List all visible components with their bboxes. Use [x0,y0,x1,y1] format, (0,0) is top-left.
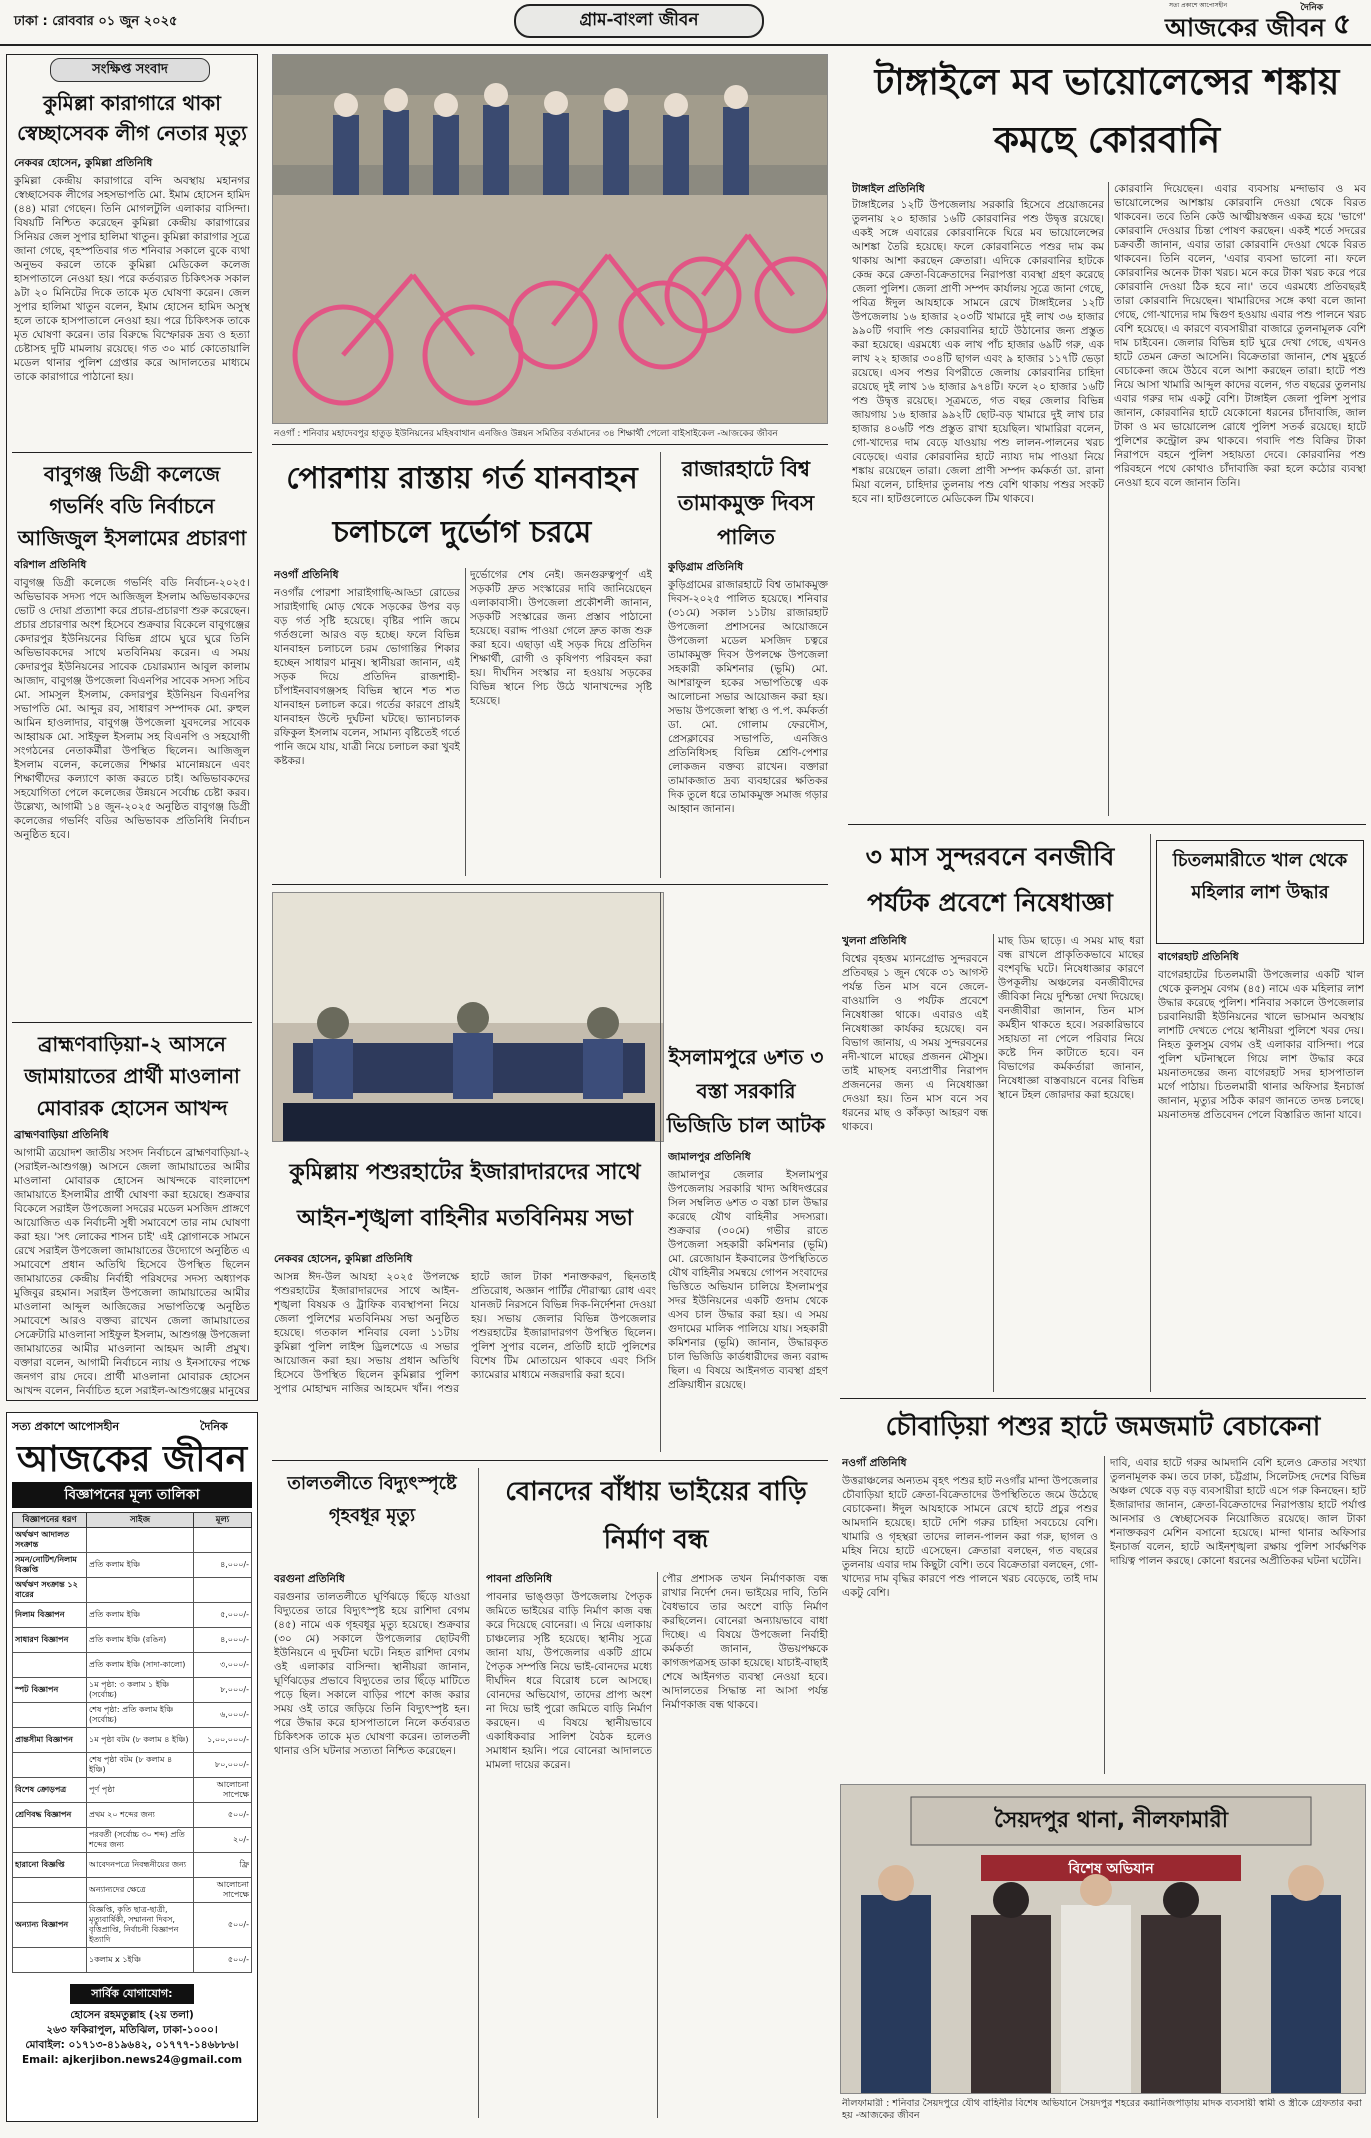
masthead-logo [1165,0,1325,42]
ad-type-cell: সমন/নোটিশ/নিলাম বিজ্ঞপ্তি [13,1553,87,1578]
price-table-row [13,1678,252,1703]
ad-table [12,1512,252,1980]
photo-bicycles [272,54,828,424]
ad-type-cell [13,1948,87,1973]
size-cell: আবেদনপত্রে নিবন্ধনীয়ের জন্য [87,1853,194,1878]
size-cell: ১ম পৃষ্ঠা বটম (৮ কলাম ৪ ইঞ্চি) [87,1728,194,1753]
brief2-headline: বাবুগঞ্জ ডিগ্রী কলেজে গভর্নিং বডি নির্বাচনে আজিজুল ইসলামের প্রচারণা [17,462,247,550]
porsha-headline: পোরশায় রাস্তায় গর্ত যানবাহন চলাচলে দুর্ভোগ চরমে [286,461,638,550]
ad-type-cell: অন্যান্য বিজ্ঞাপন [13,1903,87,1948]
divider-tangail [848,824,1366,825]
taltoli-body: বরগুনার তালতলীতে ঘূর্ণিঝড়ে ছিঁড়ে যাওয়া বিদ্যুতের তারে বিদ্যুৎস্পৃষ্ট হয়ে রাশিদা বেগম (৪৫) নামে এক গৃহবধূর মৃত্যু হয়েছে। শুক্রবার (৩০ মে) সকালে উপজেলার ছোটবগী ইউনিয়নে এ দুর্ঘটনা ঘটে। নিহত রাশিদা বেগম ওই এলাকার বাসিন্দা। স্থানীয়রা জানান, ঘূর্ণিঝড়ের প্রভাবে বিদ্যুতের তার ছিঁড়ে মাটিতে পড়ে ছিল। সকালে বাড়ির পাশে কাজ করার সময় ওই তারে জড়িয়ে তিনি বিদ্যুৎস্পৃষ্ট হন। পরে উদ্ধার করে হাসপাতালে নিলে কর্তব্যরত চিকিৎসক তাকে মৃত ঘোষণা করেন। তালতলী থানার ওসি ঘটনার সত্যতা নিশ্চিত করেছেন। [274,1591,470,1757]
bonder-col-rule [657,1572,658,2118]
chitalmari-headline: চিতলমারীতে খাল থেকে মহিলার লাশ উদ্ধার [1172,850,1348,903]
photo-arrest-caption: নীলফামারী : শনিবার সৈয়দপুরে যৌথ বাহিনীর বিশেষ অভিযানে সৈয়দপুর শহরের কয়ানিজপাড়ায় মাদক ব্যবসায়ী স্বামী ও স্ত্রীকে গ্রেফতার করা হয় -আজকের জীবন [842,2098,1362,2121]
brief1-headline: কুমিল্লা কারাগারে থাকা স্বেচ্ছাসেবক লীগ নেতার মৃত্যু [17,91,247,145]
bonder-body-col1: পাবনার ভাঙ্গুড়া উপজেলায় পৈতৃক জমিতে ভাইয়ের বাড়ি নির্মাণ কাজ বন্ধ করে দিয়েছে বোনেরা। এ নিয়ে এলাকায় চাঞ্চল্যের সৃষ্টি হয়েছে। স্থানীয় সূত্রে জানা যায়, উপজেলার একটি গ্রামে পৈতৃক সম্পত্তি নিয়ে ভাই-বোনদের মধ্যে দীর্ঘদিন ধরে বিরোধ চলে আসছে। বোনদের অভিযোগ, তাদের প্রাপ্য অংশ না দিয়ে ভাই পুরো জমিতে বাড়ি নির্মাণ করছেন। এ বিষয়ে স্থানীয়ভাবে একাধিকবার সালিশ বৈঠক হলেও সমাধান হয়নি। পরে বোনেরা আদালতে মামলা দায়ের করেন। [486,1591,652,1771]
chitalmari-byline: বাগেরহাট প্রতিনিধি [1158,951,1239,963]
price-table-row [13,1828,252,1853]
ad-contact [12,2008,252,2068]
chowbaria-headline: চৌবাড়িয়া পশুর হাটে জমজমাট বেচাকেনা [885,1412,1321,1442]
size-cell: ১ম পৃষ্ঠা: ৩ কলাম ১ ইঞ্চি (সর্বোচ্চ) [87,1678,194,1703]
ad-type-cell: নিলাম বিজ্ঞাপন [13,1603,87,1628]
islampur-headline: ইসলামপুরে ৬শত ৩ বস্তা সরকারি ভিজিডি চাল আটক [666,1045,826,1137]
divider-sundarban [840,1398,1366,1399]
bonder-body-col2: পৌর প্রশাসক তখন নির্মাণকাজ বন্ধ রাখার নির্দেশ দেন। ভাইয়ের দাবি, তিনি বৈধভাবে তার অংশে বাড়ি নির্মাণ করছিলেন। বোনেরা অন্যায়ভাবে বাধা দিচ্ছে। এ বিষয়ে উপজেলা নির্বাহী কর্মকর্তা জানান, উভয়পক্ষকে কাগজপত্রসহ ডাকা হয়েছে। যাচাই-বাছাই শেষে আইনগত ব্যবস্থা নেওয়া হবে। আদালতের সিদ্ধান্ত না আসা পর্যন্ত নির্মাণকাজ বন্ধ থাকবে। [662,1573,828,1711]
size-cell: শেষ পৃষ্ঠা: প্রতি কলাম ইঞ্চি (সর্বোচ্চ) [87,1703,194,1728]
photo-meeting [272,892,664,1142]
porsha-body-col1: নওগাঁর পোরশা সারাইগাছি-আড্ডা রোডের সারাইগাছি মোড় থেকে সড়কের উপর বড় বড় গর্ত সৃষ্টি হয়েছে। বৃষ্টির পানি জমে গর্তগুলো আরও বড় হচ্ছে। ফলে বিভিন্ন যানবাহন চলাচলে চরম ভোগান্তির শিকার হচ্ছেন সাধারণ মানুষ। স্থানীয়রা জানান, এই সড়ক দিয়ে প্রতিদিন রাজশাহী-চাঁপাইনবাবগঞ্জসহ বিভিন্ন স্থানে শত শত যানবাহন চলাচল করে। গর্তের কারণে প্রায়ই যানবাহন উল্টে দুর্ঘটনা ঘটছে। ভ্যানচালক রফিকুল ইসলাম বলেন, সামান্য বৃষ্টিতেই গর্তে পানি জমে যায়, যাত্রী নিয়ে চলাচল করা খুবই কষ্টকর। [274,587,460,767]
comilla-headline: কুমিল্লায় পশুরহাটের ইজারাদারদের সাথে আইন-শৃঙ্খলা বাহিনীর মতবিনিময় সভা [289,1160,641,1231]
brief3-body: আগামী ত্রয়োদশ জাতীয় সংসদ নির্বাচনে ব্রাহ্মণবাড়িয়া-২ (সরাইল-আশুগঞ্জ) আসনে জেলা জামায়াতের আমীর মাওলানা মোবারক হোসেন আখন্দকে বাংলাদেশ জামায়াতে ইসলামীর প্রার্থী ঘোষণা করা হয়েছে। শুক্রবার বিকেলে সরাইল উপজেলা সদরের মডেল মসজিদ প্রাঙ্গণে আয়োজিত এক নির্বাচনী সুধী সমাবেশে তার নাম ঘোষণা করা হয়। 'সৎ লোকের শাসন চাই' এই স্লোগানকে সামনে রেখে সরাইল উপজেলা জামায়াতের উদ্যোগে অনুষ্ঠিত এ সমাবেশে প্রধান অতিথি হিসেবে উপস্থিত ছিলেন জামায়াতের কেন্দ্রীয় নির্বাহী পরিষদের সদস্য অধ্যাপক মুজিবুর রহমান। সরাইল উপজেলা জামায়াতের আমীর মাওলানা আব্দুল আজিজের সভাপতিত্বে অনুষ্ঠিত সমাবেশে আরও বক্তব্য রাখেন জেলা জামায়াতের সেক্রেটারি মাওলানা সাইফুল ইসলাম, আশুগঞ্জ উপজেলা জামায়াতের আমীর মাওলানা আহমদ আলী প্রমুখ। বক্তারা বলেন, আগামী নির্বাচনে ন্যায় ও ইনসাফের পক্ষে জনগণ রায় দেবে। প্রার্থী মাওলানা মোবারক হোসেন আখন্দ বলেন, নির্বাচিত হলে সরাইল-আশুগঞ্জের মানুষের [14,1147,250,1396]
section-tab [514,4,764,38]
price-table-row [13,1603,252,1628]
chowbaria-col-rule [1104,1456,1105,1774]
ad-type-cell [13,1828,87,1853]
price-table-row [13,1753,252,1778]
brief-label-band [50,58,210,82]
taltoli-headline: তালতলীতে বিদ্যুৎস্পৃষ্টে গৃহবধূর মৃত্যু [287,1473,457,1526]
price-cell: ৫০০/- [194,1803,252,1828]
tangail-body-col2: কোরবানি দিয়েছেন। এবার ব্যবসায় মন্দাভাব ও মব ভায়োলেন্সের আশঙ্কায় কোরবানি দেওয়া থেকে বিরত থাকবেন। তবে তিনি কেউ আত্মীয়স্বজন একত্র হয়ে 'ভাগে' কোরবানি দেওয়ার চিন্তা পোষণ করছেন। একই শর্তে সদরের চক্রবর্তী জানান, এবার তারা কোরবানি দেওয়া থেকে বিরত থাকবেন। তিনি বলেন, 'এবার ব্যবসা ভালো না। ফলে কোরবানির অনেক টাকা খরচ। মনে করে টাকা খরচ করে পরে কোরবানি দেওয়া ঠিক হবে না।' তবে এরমধ্যে প্রতিবছরই তারা কোরবানি দিয়েছেন। খামারিদের সঙ্গে কথা বলে জানা গেছে, গো-খাদ্যের দাম দ্বিগুণ হওয়ায় এবার পশু পালনে খরচ বেশি হয়েছে। এ কারণে ব্যবসায়ীরা বাজারে তুলনামূলক বেশি দাম চাইবেন। জেলার বিভিন্ন হাট ঘুরে দেখা গেছে, এখনও হাটে তেমন ক্রেতা আসেনি। বিক্রেতারা জানান, শেষ মুহূর্তে বেচাকেনা জমে উঠবে বলে আশা করছেন তারা। হাটে পশু নিয়ে আসা খামারি আব্দুল কাদের বলেন, গত বছরের তুলনায় এবার গরুর দাম একটু বেশি। টাঙ্গাইল জেলা পুলিশ সুপার জানান, কোরবানির হাটে যেকোনো ধরনের চাঁদাবাজি, জাল টাকা ও মব ভায়োলেন্স রোধে পুলিশ সতর্ক রয়েছে। হাটে পুলিশের কন্ট্রোল রুম থাকবে। গবাদি পশু বিক্রির টাকা নিরাপদে বহনে পুলিশ সহায়তা দেবে। কোরবানির পশু পরিবহনে পথে কোথাও চাঁদাবাজি করা হলে কঠোর ব্যবস্থা নেওয়া হবে বলে জানান তিনি। [1114,183,1366,489]
chowbaria-body-col2: দাবি, এবার হাটে গরুর আমদানি বেশি হলেও ক্রেতার সংখ্যা তুলনামূলক কম। তবে ঢাকা, চট্টগ্রাম, সিলেটসহ দেশের বিভিন্ন অঞ্চল থেকে বড় বড় ব্যবসায়ীরা হাটে এসে গরু কিনছেন। হাট ইজারাদার জানান, ক্রেতা-বিক্রেতাদের নিরাপত্তায় হাটে পর্যাপ্ত আনসার ও স্বেচ্ছাসেবক নিয়োজিত রয়েছে। জাল টাকা শনাক্তকরণ মেশিন বসানো হয়েছে। মান্দা থানার অফিসার ইনচার্জ বলেন, হাটে আইনশৃঙ্খলা রক্ষায় পুলিশ সার্বক্ষণিক দায়িত্ব পালন করছে। কোনো ধরনের অপ্রীতিকর ঘটনা ঘটেনি। [1110,1457,1366,1567]
ad-type-cell [13,1703,87,1728]
price-cell: ১,০০,০০০/- [194,1728,252,1753]
ad-type-cell: অর্থঋণ আদালত সংক্রান্ত [13,1528,87,1553]
islampur-rule [660,892,661,1452]
brief2-byline: বরিশাল প্রতিনিধি [14,559,87,571]
sundarban-body-col2: মাছ ডিম ছাড়ে। এ সময় মাছ ধরা বন্ধ রাখলে প্রাকৃতিকভাবে মাছের বংশবৃদ্ধি ঘটে। নিষেধাজ্ঞার কারণে উপকূলীয় অঞ্চলের বনজীবীদের জীবিকা নিয়ে দুশ্চিন্তা দেখা দিয়েছে। বনজীবীরা জানান, তিন মাস কর্মহীন থাকতে হবে। সরকারিভাবে সহায়তা না পেলে পরিবার নিয়ে কষ্টে দিন কাটাতে হবে। বন বিভাগের কর্মকর্তারা জানান, নিষেধাজ্ঞা বাস্তবায়নে বনের বিভিন্ন স্থানে টহল জোরদার করা হয়েছে। [998,935,1144,1101]
ad-type-cell: শ্রেণিবদ্ধ বিজ্ঞাপন [13,1803,87,1828]
islampur-byline: জামালপুর প্রতিনিধি [668,1151,751,1163]
ad-type-cell [13,1753,87,1778]
brief1-body: কুমিল্লা কেন্দ্রীয় কারাগারে বন্দি অবস্থায় মহানগর স্বেচ্ছাসেবক লীগের সহসভাপতি মো. ইমাম হোসেন হামিদ (৪৪) মারা গেছেন। তিনি মোগলটুলি এলাকার বাসিন্দা। বিষয়টি নিশ্চিত করেছেন কুমিল্লা কেন্দ্রীয় কারাগারের সিনিয়র জেল সুপার হালিমা খাতুন। কুমিল্লা কারাগার সূত্রে জানা গেছে, বৃহস্পতিবার গত শনিবার সকালে বুকে ব্যথা অনুভব করলে তাকে কুমিল্লা মেডিকেল কলেজ হাসপাতালে নেওয়া হয়। পরে কর্তব্যরত চিকিৎসক সকাল ৯টা ২০ মিনিটের দিকে তাকে মৃত ঘোষণা করেন। জেল সুপার হালিমা খাতুন বলেন, ইমাম হোসেন হামিদ অসুস্থ হলে তাকে হাসপাতালে নেওয়া হয়। পরে চিকিৎসক তাকে মৃত ঘোষণা করেন। তার বিরুদ্ধে বিস্ফোরক দ্রব্য ও হত্যা চেষ্টাসহ দুটি মামলায় রয়েছে। গত ৩০ মার্চ কোতোয়ালি মডেল থানার পুলিশ গ্রেপ্তার করে আদালতের মাধ্যমে তাকে কারাগারে পাঠানো হয়। [14,175,250,383]
price-cell: ৮০,০০০/- [194,1753,252,1778]
masthead-logo-kicker: দৈনিক [1300,3,1323,13]
sundarban-byline: খুলনা প্রতিনিধি [842,935,907,947]
tangail-byline: টাঙ্গাইল প্রতিনিধি [852,183,925,195]
price-cell: ৫০০/- [194,1948,252,1973]
size-cell: প্রথম ২০ শব্দের জন্য [87,1803,194,1828]
ad-contact-title: সার্বিক যোগাযোগ: [91,1986,173,2000]
price-table-body [13,1528,252,1973]
brief2-body: বাবুগঞ্জ ডিগ্রী কলেজে গভর্নিং বডি নির্বাচন-২০২৫। অভিভাবক সদস্য পদে আজিজুল ইসলাম অভিভাবকদের ভোট ও দোয়া প্রত্যাশা করে প্রচার-প্রচারণা শুরু করেছেন। প্রচার প্রচারণার অংশ হিসেবে শুক্রবার বিকেলে বাবুগঞ্জের কেদারপুর ইউনিয়নের বিভিন্ন গ্রামে ঘুরে ঘুরে তিনি অভিভাবকদের সাথে মতবিনিময় করেন। এ সময় কেদারপুর ইউনিয়নের সাবেক চেয়ারম্যান আবুল কালাম আজাদ, বাবুগঞ্জ উপজেলা বিএনপির সাবেক সদস্য সচিব মো. সামসুল ইসলাম, কেদারপুর ইউনিয়ন বিএনপির সভাপতি মো. আব্দুর রব, সাধারণ সম্পাদক মো. রুহুল আমিন হাওলাদার, বাবুগঞ্জ উপজেলা যুবদলের সাবেক আহ্বায়ক মো. সাইফুল ইসলাম সহ বিএনপি ও সহযোগী সংগঠনের নেতাকর্মীরা উপস্থিত ছিলেন। আজিজুল ইসলাম বলেন, কলেজের শিক্ষার মানোন্নয়নে এবং শিক্ষার্থীদের কল্যাণে কাজ করতে চাই। অভিভাবকদের সহযোগিতা পেলে কলেজের উন্নয়নে সর্বোচ্চ চেষ্টা করব। উল্লেখ্য, আগামী ১৪ জুন-২০২৫ অনুষ্ঠিত বাবুগঞ্জ ডিগ্রী কলেজের গভর্নিং বডির অভিভাবক প্রতিনিধি নির্বাচন অনুষ্ঠিত হবে। [14,577,250,841]
ad-tag: সত্য প্রকাশে আপোসহীন [12,1420,120,1433]
divider-porsha [272,884,828,885]
size-cell: অন্যান্যদের ক্ষেত্রে [87,1878,194,1903]
price-table-row [13,1903,252,1948]
brief-divider-1 [12,452,252,453]
price-cell: ৬,০০০/- [194,1703,252,1728]
price-table-row [13,1553,252,1578]
islampur-body: জামালপুর জেলার ইসলামপুর উপজেলায় সরকারি খাদ্য অধিদপ্তরের সিল সম্বলিত ৬শত ৩ বস্তা চাল উদ্ধার করেছে যৌথ বাহিনীর সদস্যরা। শুক্রবার (৩০মে) গভীর রাতে উপজেলা সহকারী কমিশনার (ভূমি) মো. রেজোয়ান ইকবালের উপস্থিতিতে যৌথ বাহিনীর সমন্বয়ে গোপন সংবাদের ভিত্তিতে অভিযান চালিয়ে ইসলামপুর সদর ইউনিয়নের একটি গুদাম থেকে এসব চাল উদ্ধার করা হয়। এ সময় গুদামের মালিক পালিয়ে যায়। সহকারী কমিশনার (ভূমি) জানান, উদ্ধারকৃত চাল ভিজিডি কার্ডধারীদের জন্য বরাদ্দ ছিল। এ বিষয়ে আইনগত ব্যবস্থা গ্রহণ প্রক্রিয়াধীন রয়েছে। [668,1169,828,1391]
masthead-logo-tag: সত্য প্রকাশে আপোসহীন [1169,2,1228,9]
price-table-row [13,1803,252,1828]
chitalmari-body: বাগেরহাটের চিতলমারী উপজেলার একটি খাল থেকে কুলসুম বেগম (৪৫) নামে এক মহিলার লাশ উদ্ধার করেছে পুলিশ। শনিবার সকালে উপজেলার চরবানিয়ারী ইউনিয়নের খালে ভাসমান অবস্থায় লাশটি দেখতে পেয়ে স্থানীয়রা পুলিশে খবর দেয়। নিহত কুলসুম বেগম ওই এলাকার বাসিন্দা। পরে পুলিশ ঘটনাস্থলে গিয়ে লাশ উদ্ধার করে ময়নাতদন্তের জন্য বাগেরহাট সদর হাসপাতাল মর্গে পাঠায়। চিতলমারী থানার অফিসার ইনচার্জ জানান, মৃত্যুর সঠিক কারণ জানতে তদন্ত চলছে। ময়নাতদন্ত প্রতিবেদন পেলে বিস্তারিত জানা যাবে। [1158,969,1364,1121]
tangail-col-rule [1108,182,1109,816]
brief-divider-2 [12,1022,252,1023]
rajarhat-headline: রাজারহাটে বিশ্ব তামাকমুক্ত দিবস পালিত [677,457,815,549]
price-table-row [13,1653,252,1678]
ad-type-cell: হারানো বিজ্ঞপ্তি [13,1853,87,1878]
ad-contact-line: মোবাইল: ০১৭১৩-৪১৯৬৪২, ০১৭৭৭-১৪৬৮৮৬। [25,2039,239,2051]
price-table-header [13,1513,252,1528]
size-cell: প্রতি কলাম ইঞ্চি (রঙিন) [87,1628,194,1653]
price-cell: ফ্রি [194,1853,252,1878]
divider-photo1 [272,444,828,445]
rajarhat-body: কুড়িগ্রামের রাজারহাটে বিশ্ব তামাকমুক্ত দিবস-২০২৫ পালিত হয়েছে। শনিবার (৩১মে) সকাল ১১টায় রাজারহাট উপজেলা প্রশাসনের আয়োজনে উপজেলা মডেল মসজিদ চত্বরে তামাকমুক্ত দিবস উপলক্ষে উপজেলা সহকারী কমিশনার (ভূমি) মো. আশরাফুল হকের সভাপতিত্বে এক আলোচনা সভার আয়োজন করা হয়। সভায় উপজেলা স্বাস্থ্য ও প.প. কর্মকর্তা ডা. মো. গোলাম ফেরদৌস, প্রেসক্লাবের সভাপতি, এনজিও প্রতিনিধিসহ বিভিন্ন শ্রেণি-পেশার লোকজন বক্তব্য রাখেন। বক্তারা তামাকজাত দ্রব্য ব্যবহারের ক্ষতিকর দিক তুলে ধরে তামাকমুক্ত সমাজ গড়ার আহ্বান জানান। [668,579,828,815]
tangail-headline-box [848,54,1366,176]
size-cell: প্রতি কলাম ইঞ্চি (সাদা-কালো) [87,1653,194,1678]
tangail-headline: টাঙ্গাইলে মব ভায়োলেন্সের শঙ্কায় কমছে কোরবানি [874,62,1340,161]
price-table-row [13,1853,252,1878]
ad-type-cell: প্রান্তসীমা বিজ্ঞাপন [13,1728,87,1753]
brief3-byline: ব্রাহ্মণবাড়িয়া প্রতিনিধি [14,1129,109,1141]
dateline: ঢাকা : রোববার ০১ জুন ২০২৫ [14,14,178,29]
sundarban-col-rule [993,934,994,1392]
price-cell: ২০/- [194,1828,252,1853]
size-cell: শেষ পৃষ্ঠা বটম (৮ কলাম ৪ ইঞ্চি) [87,1753,194,1778]
porsha-col-rule [465,568,466,876]
brief3-headline: ব্রাহ্মণবাড়িয়া-২ আসনে জামায়াতের প্রার্থী মাওলানা মোবারক হোসেন আখন্দ [24,1032,240,1120]
bonder-byline: পাবনা প্রতিনিধি [486,1573,552,1585]
price-cell [194,1578,252,1603]
brief-label: সংক্ষিপ্ত সংবাদ [92,61,168,77]
page-number: ৫ [1333,7,1352,40]
chowbaria-byline: নওগাঁ প্রতিনিধি [842,1457,907,1469]
price-table-row [13,1778,252,1803]
size-cell: পূর্ণ পৃষ্ঠা [87,1778,194,1803]
masthead-rule [0,44,1371,46]
ad-type-cell [13,1878,87,1903]
photo-arrest [840,1784,1366,2094]
price-table-row [13,1728,252,1753]
size-cell [87,1578,194,1603]
ad-logo: আজকের জীবন [16,1439,248,1480]
size-cell: প্রতি কলাম ইঞ্চি [87,1553,194,1578]
price-cell: ৮,০০০/- [194,1678,252,1703]
porsha-byline: নওগাঁ প্রতিনিধি [274,569,339,581]
sundarban-headline: ৩ মাস সুন্দরবনে বনজীবি পর্যটক প্রবেশে নিষেধাজ্ঞা [865,842,1115,917]
ad-contact-line: Email: ajkerjibon.news24@gmail.com [21,2054,243,2066]
ad-type-cell [13,1653,87,1678]
chitalmari-headline-box [1156,840,1364,944]
photo-bicycles-caption: নওগাঁ : শনিবার মহাদেবপুর হাতুড় ইউনিয়নের মহিষবাথান এনজিও উন্নয়ন সমিতির বর্তমানের ৩৪ শিক্ষার্থী পেলো বাইসাইকেল -আজকের জীবন [274,429,778,439]
price-table-row [13,1628,252,1653]
ad-contact-title-band [70,1984,194,2004]
meeting-illustration [273,893,664,1142]
ad-type-cell: বিশেষ ক্রোড়পত্র [13,1778,87,1803]
chitalmari-rule [1150,834,1151,1392]
ad-type-cell: অর্থঋণ সংক্রান্ত ১২ বারের [13,1578,87,1603]
comilla-body: আসন্ন ঈদ-উল আযহা ২০২৫ উপলক্ষে পশুরহাটের ইজারাদারদের সাথে আইন-শৃঙ্খলা বিষয়ক ও ট্রাফিক ব্যবস্থাপনা নিয়ে জেলা পুলিশের মতবিনিময় সভা অনুষ্ঠিত হয়েছে। গতকাল শনিবার বেলা ১১টায় কুমিল্লা পুলিশ লাইন্স ড্রিলশেডে এ সভার আয়োজন করা হয়। সভায় প্রধান অতিথি হিসেবে উপস্থিত ছিলেন কুমিল্লার পুলিশ সুপার মোহাম্মদ নাজির আহমেদ খাঁন। পশুর হাটে জাল টাকা শনাক্তকরণ, ছিনতাই প্রতিরোধ, অজ্ঞান পার্টির দৌরাত্ম্য রোধ এবং যানজট নিরসনে বিভিন্ন দিক-নির্দেশনা দেওয়া হয়। সভায় জেলার বিভিন্ন উপজেলার পশুরহাটের ইজারাদারগণ উপস্থিত ছিলেন। পুলিশ সুপার বলেন, প্রতিটি হাটে পুলিশের বিশেষ টিম মোতায়েন থাকবে এবং সিসি ক্যামেরার মাধ্যমে নজরদারি করা হবে। [274,1271,656,1395]
size-cell: পরবর্তী (সর্বোচ্চ ৩০ শব্দ) প্রতি শব্দের জন্য [87,1828,194,1853]
price-cell: ৩,০০০/- [194,1653,252,1678]
price-table-row [13,1878,252,1903]
ad-type-cell: স্পট বিজ্ঞাপন [13,1678,87,1703]
ad-kicker: দৈনিক [200,1420,228,1433]
tangail-body-col1: টাঙ্গাইলের ১২টি উপজেলায় সরকারি হিসেবে প্রয়োজনের তুলনায় ২০ হাজার ১৬টি কোরবানির পশু উদ্বৃত্ত রয়েছে। একই সঙ্গে এবারের কোরবানিকে ঘিরে মব ভায়োলেন্সের আশঙ্কা তৈরি হয়েছে। ফলে কোরবানিতে পশুর দাম কম থাকায় আশা করছেন ক্রেতারা। এদিকে কোরবানির হাটকে কেন্দ্র করে ক্রেতা-বিক্রেতাদের নিরাপত্তা ব্যবস্থা গ্রহণ করেছে জেলা পুলিশ। জেলা প্রাণী সম্পদ কার্যালয় সূত্রে জানা গেছে, পবিত্র ঈদুল আযহাকে সামনে রেখে টাঙ্গাইলের ১২টি উপজেলায় ১৬ হাজার ২০৩টি খামারে দুই লাখ ৩৬ হাজার ৯৯০টি গবাদি পশু কোরবানির হাটে উঠানোর জন্য প্রস্তুত করা হয়েছে। এরমধ্যে এক লাখ পাঁচ হাজার ৬৯টি গরু, এক লাখ ২২ হাজার ৩০৪টি ছাগল এবং ৯ হাজার ১১৭টি ভেড়া রয়েছে। এসব পশুর বিপরীতে জেলায় কোরবানির চাহিদা রয়েছে দুই লাখ ১৬ হাজার ৯৭৪টি। ফলে ২০ হাজার ১৬টি পশু উদ্বৃত্ত রয়েছে। সূত্রমতে, গত বছর জেলার বিভিন্ন জায়গায় ১৬ হাজার ৯৯২টি ছোট-বড় খামারে দুই লাখ চার হাজার ৪০৬টি পশু প্রস্তুত রাখা হয়েছিল। খামারিরা বলেন, গো-খাদ্যের দাম বেড়ে যাওয়ায় পশু লালন-পালনের খরচ বেড়েছে। এবার কোরবানির হাটে ন্যায্য দাম পাওয়া নিয়ে শঙ্কায় রয়েছেন তারা। জেলা প্রাণী সম্পদ কর্মকর্তা ডা. রানা মিয়া বলেন, চাহিদার তুলনায় পশু বেশি থাকায় পশুর সংকট হবে না। হাটগুলোতে মেডিকেল টিম থাকবে। [852,199,1104,505]
size-cell: প্রতি কলাম ইঞ্চি [87,1603,194,1628]
ad-contact-line: ২৬৩ ফকিরাপুল, মতিঝিল, ঢাকা-১০০০। [46,2024,218,2036]
price-cell: ৪,০০০/- [194,1553,252,1578]
price-cell: ৪,০০০/- [194,1628,252,1653]
porsha-body-col2: দুর্ভোগের শেষ নেই। জনগুরুত্বপূর্ণ এই সড়কটি দ্রুত সংস্কারের দাবি জানিয়েছেন এলাকাবাসী। উপজেলা প্রকৌশলী জানান, সড়কটি সংস্কারের জন্য প্রস্তাব পাঠানো হয়েছে। বরাদ্দ পাওয়া গেলে দ্রুত কাজ শুরু করা হবে। এছাড়া এই সড়ক দিয়ে প্রতিদিন শিক্ষার্থী, রোগী ও কৃষিপণ্য পরিবহন করা হয়। দীর্ঘদিন সংস্কার না হওয়ায় সড়কের বিভিন্ন স্থানে পিচ উঠে খানাখন্দের সৃষ্টি হয়েছে। [470,569,652,707]
rajarhat-rule [660,452,661,878]
chowbaria-body-col1: উত্তরাঞ্চলের অন্যতম বৃহৎ পশুর হাট নওগাঁর মান্দা উপজেলার চৌবাড়িয়া হাটে ক্রেতা-বিক্রেতাদের উপস্থিতিতে জমে উঠেছে বেচাকেনা। ঈদুল আযহাকে সামনে রেখে হাটে প্রচুর পশুর আমদানি হয়েছে। হাটে দেশি গরুর চাহিদা সবচেয়ে বেশি। খামারি ও গৃহস্থরা তাদের লালন-পালন করা গরু, ছাগল ও মহিষ নিয়ে হাটে এসেছেন। ক্রেতারা বলছেন, গত বছরের তুলনায় এবার দাম কিছুটা বেশি। তবে বিক্রেতারা বলছেন, গো-খাদ্যের দাম বৃদ্ধির কারণে পশু পালনে খরচ বেড়েছে, তাই দাম একটু বেশি। [842,1475,1098,1599]
price-table [12,1512,252,1973]
masthead-logo-text: আজকের জীবন [1165,13,1325,42]
sundarban-body-col1: বিশ্বের বৃহত্তম ম্যানগ্রোভ সুন্দরবনে প্রতিবছর ১ জুন থেকে ৩১ আগস্ট পর্যন্ত তিন মাস বনে জেলে-বাওয়ালি ও পর্যটক প্রবেশে নিষেধাজ্ঞা থাকে। এবারও এই নিষেধাজ্ঞা কার্যকর হয়েছে। বন বিভাগ জানায়, এ সময় সুন্দরবনের নদী-খালে মাছের প্রজনন মৌসুম। তাই মাছসহ বন্যপ্রাণীর নিরাপদ প্রজননের জন্য এ নিষেধাজ্ঞা দেওয়া হয়। তিন মাস বনে সব ধরনের মাছ ও কাঁকড়া আহরণ বন্ধ থাকবে। [842,953,988,1133]
ad-contact-line: হোসেন রহমতুল্লাহ (২য় তলা) [70,2009,194,2021]
price-table-header-cell: বিজ্ঞাপনের ধরণ [13,1513,87,1528]
ad-type-cell: সাধারণ বিজ্ঞাপন [13,1628,87,1653]
price-cell: ৫,০০০/- [194,1603,252,1628]
comilla-byline: নেকবর হোসেন, কুমিল্লা প্রতিনিধি [274,1253,413,1265]
price-table-row [13,1578,252,1603]
taltoli-byline: বরগুনা প্রতিনিধি [274,1573,345,1585]
rajarhat-byline: কুড়িগ্রাম প্রতিনিধি [668,561,744,573]
ad-title-band [12,1482,252,1508]
photo-arrest-sign: সৈয়দপুর থানা, নীলফামারী [993,1808,1229,1833]
ad-title: বিজ্ঞাপনের মূল্য তালিকা [64,1487,200,1503]
size-cell [87,1528,194,1553]
bonder-headline: বোনদের বাঁধায় ভাইয়ের বাড়ি নির্মাণ বন্ধ [505,1477,807,1555]
price-table-header-cell: সাইজ [87,1513,194,1528]
price-cell: আলোচনা সাপেক্ষে [194,1778,252,1803]
brief1-byline: নেকবর হোসেন, কুমিল্লা প্রতিনিধি [14,157,153,169]
bicycles-illustration [273,55,828,424]
price-table-header-cell: মূল্য [194,1513,252,1528]
price-cell: ৫০০/- [194,1903,252,1948]
section-title: গ্রাম-বাংলা জীবন [579,10,699,30]
price-table-row [13,1528,252,1553]
price-cell [194,1528,252,1553]
size-cell: ১কলাম x ১ইঞ্চি [87,1948,194,1973]
taltoli-rule [478,1468,479,2118]
price-table-row [13,1948,252,1973]
price-table-row [13,1703,252,1728]
price-cell: আলোচনা সাপেক্ষে [194,1878,252,1903]
size-cell: বিজ্ঞপ্তি, কৃতি ছাত্র-ছাত্রী, মৃত্যুবার্ষিকী, সম্মাননা দিবস, বৃত্তিপ্রাপ্তি, নির্বাচনী বিজ্ঞাপন ইত্যাদি [87,1903,194,1948]
divider-mid [272,1460,828,1461]
photo-arrest-banner: বিশেষ অভিযান [1068,1861,1154,1877]
